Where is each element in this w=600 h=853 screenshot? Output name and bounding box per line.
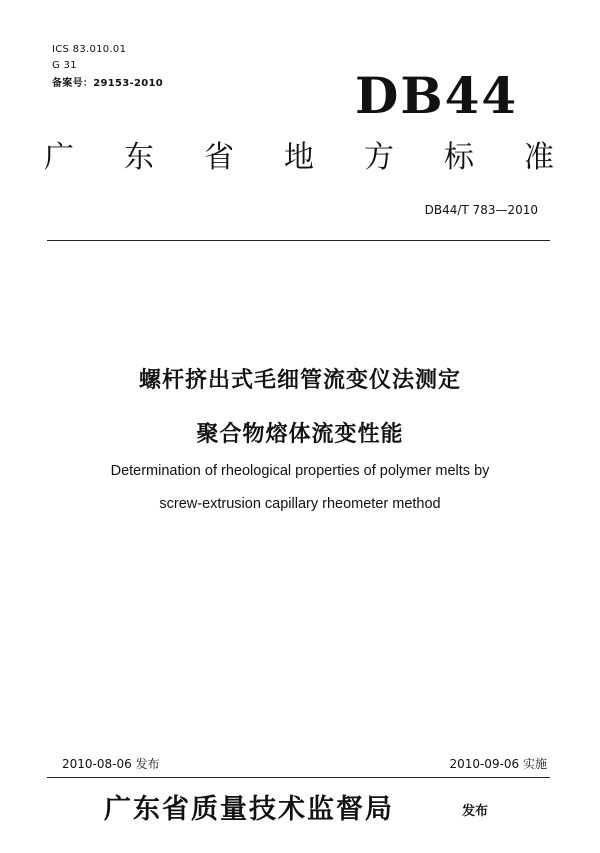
ics-code: ICS 83.010.01 — [52, 44, 127, 55]
title-cn-line1: 螺杆挤出式毛细管流变仪法测定 — [138, 368, 461, 393]
title-cn-line2: 聚合物熔体流变性能 — [196, 422, 404, 447]
province-char: 东 — [124, 140, 154, 175]
province-standard-heading — [44, 138, 554, 178]
ccs-code: G 31 — [52, 60, 77, 71]
title-en-line1: Determination of rheological properties of polymer melts by — [110, 463, 490, 479]
issuing-label: 发布 — [462, 804, 489, 819]
province-char: 省 — [204, 140, 234, 175]
standard-number: DB44/T 783—2010 — [424, 203, 538, 217]
province-char: 标 — [444, 140, 474, 175]
province-char: 准 — [524, 140, 554, 175]
issue-date: 2010-08-06 发布 — [62, 757, 160, 771]
title-en-line2: screw-extrusion capillary rheometer method — [159, 496, 441, 512]
top-divider — [47, 240, 550, 241]
province-char: 方 — [364, 140, 394, 175]
province-char: 地 — [284, 140, 314, 175]
issuing-authority: 广东省质量技术监督局 — [104, 794, 394, 825]
province-char: 广 — [44, 140, 74, 175]
db44-logo: DB44 — [355, 66, 519, 125]
record-number: 备案号：29153-2010 — [52, 78, 163, 89]
implementation-date: 2010-09-06 实施 — [449, 757, 547, 771]
bottom-divider — [47, 777, 550, 778]
